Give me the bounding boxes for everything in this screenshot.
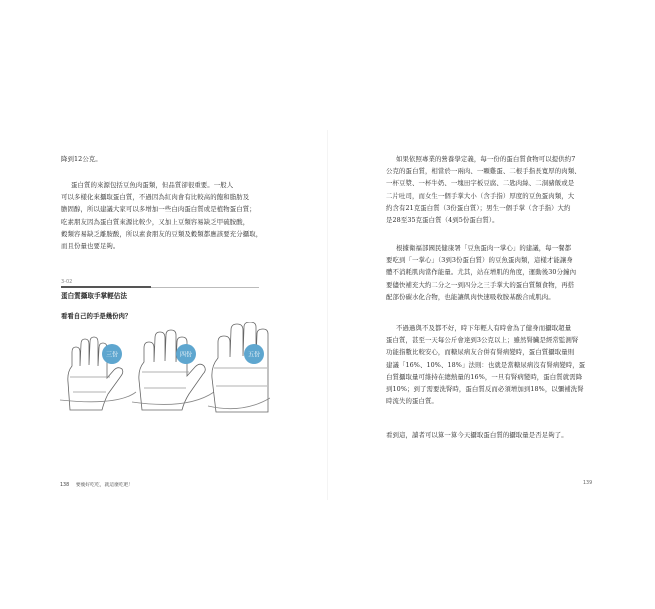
text-line: 到10%；到了需要洗腎時，蛋白質反而必須增加到18%，以彌補洗腎 [386, 385, 584, 394]
text-line: 吃素朋友因為蛋白質來源比較少，又加上豆類容易缺乏甲硫胺酸， [61, 217, 250, 226]
text-line: 降到12公克。 [61, 155, 102, 163]
text-line: 功能指數比較安心，而糖尿病友合併有腎病變時，蛋白質攝取量則 [386, 348, 575, 357]
right-paragraph-3 [386, 322, 598, 407]
text-line: 而且份量也要足夠。 [61, 242, 120, 251]
text-line: 公克的蛋白質，相當於一兩肉、一顆雞蛋、二根手指長寬厚的肉類、 [386, 167, 581, 176]
text-line: 如果依照專業的營養學定義，每一份的蛋白質食物可以提供約7 [396, 155, 576, 163]
box-heading-bar [61, 286, 151, 288]
box-subtitle: 看看自己的手是幾份肉？ [61, 312, 132, 320]
right-paragraph-1 [386, 153, 598, 226]
hand-illustration-large [208, 322, 270, 412]
text-line: 根據衛福部國民健康署「豆魚蛋肉一掌心」的建議，每一餐都 [396, 244, 572, 252]
running-head: 要瘦好吃吃，就這麼吃吧！ [75, 483, 134, 488]
left-footer [60, 481, 133, 488]
right-paragraph-4 [386, 429, 598, 441]
box-heading-line [151, 287, 259, 288]
box-title: 蛋白質攝取手掌輕估法 [61, 292, 127, 300]
text-line: 看到這，讀者可以算一算今天攝取蛋白質的攝取量是否足夠了。 [386, 431, 568, 439]
text-line: 穀類容易缺乏離胺酸，所以素食朋友的豆類及穀類都應該要充分攝取， [61, 229, 263, 238]
text-line: 體不消耗肌肉當作能量。尤其，站在增肌的角度，運動後30分鐘內 [386, 268, 577, 277]
text-line: 不過過與不及都不好，時下年輕人有時會為了健身而攝取超量 [396, 324, 572, 332]
right-page [328, 0, 655, 609]
right-paragraph-2 [386, 242, 598, 303]
text-line: 蛋白質的來源包括豆魚肉蛋類，但品質卻很重要。一般人 [71, 181, 234, 189]
left-paragraph-2 [61, 179, 266, 252]
left-paragraph-1 [61, 153, 266, 165]
text-line: 白質攝取量可維持在總熱量的16%，一旦有腎病變時，蛋白質就需降 [386, 372, 583, 381]
right-page-number: 139 [583, 481, 593, 486]
text-line: 要吃到「一掌心」（3到3份蛋白質）的豆魚蛋肉類，這樣才能讓身 [386, 256, 573, 265]
text-line: 約含有21克蛋白質（3份蛋白質）；男生一個手掌（含手指）大約 [386, 203, 571, 212]
text-line: 蛋白質，甚至一天每公斤會達到3公克以上；雖然腎臟是經常監測腎 [386, 336, 579, 345]
label-three-portions: 三份 [105, 351, 119, 359]
left-page [0, 0, 327, 609]
text-line: 建議「16%、10%、18%」法則：也就是當糖尿病沒有腎病變時，蛋 [386, 360, 586, 369]
text-line: 要儘快補充大約二分之一到四分之三手掌大的蛋白質類食物，再搭 [386, 280, 575, 289]
box-number: 3-02 [61, 279, 73, 285]
hand-portion-illustration [58, 322, 270, 414]
hand-illustration-small [60, 337, 136, 410]
text-line: 膽固醇，所以建議大家可以多增加一些白肉蛋白質或是植物蛋白質； [61, 205, 256, 214]
hand-illustration-medium [132, 330, 214, 410]
text-line: 一杯豆漿、一杯牛奶、一塊田字板豆腐、二匙肉絲、二洞豬飯或是 [386, 179, 575, 188]
text-line: 可以多樣化來攝取蛋白質，不過因為紅肉會有比較高的飽和脂肪及 [61, 193, 250, 202]
text-line: 是28至35克蛋白質（4到5份蛋白質）。 [386, 216, 499, 225]
left-page-number: 138 [60, 483, 70, 488]
text-line: 時流失的蛋白質。 [386, 397, 438, 406]
label-four-portions: 四份 [179, 351, 193, 359]
text-line: 二片吐司，而女生一個手掌大小（含手指）厚度的豆魚蛋肉類，大 [386, 191, 575, 200]
text-line: 配部份碳水化合物，也能讓飢肉快速吸收胺基酸合成肌肉。 [386, 292, 555, 301]
label-five-portions: 五份 [247, 351, 261, 359]
